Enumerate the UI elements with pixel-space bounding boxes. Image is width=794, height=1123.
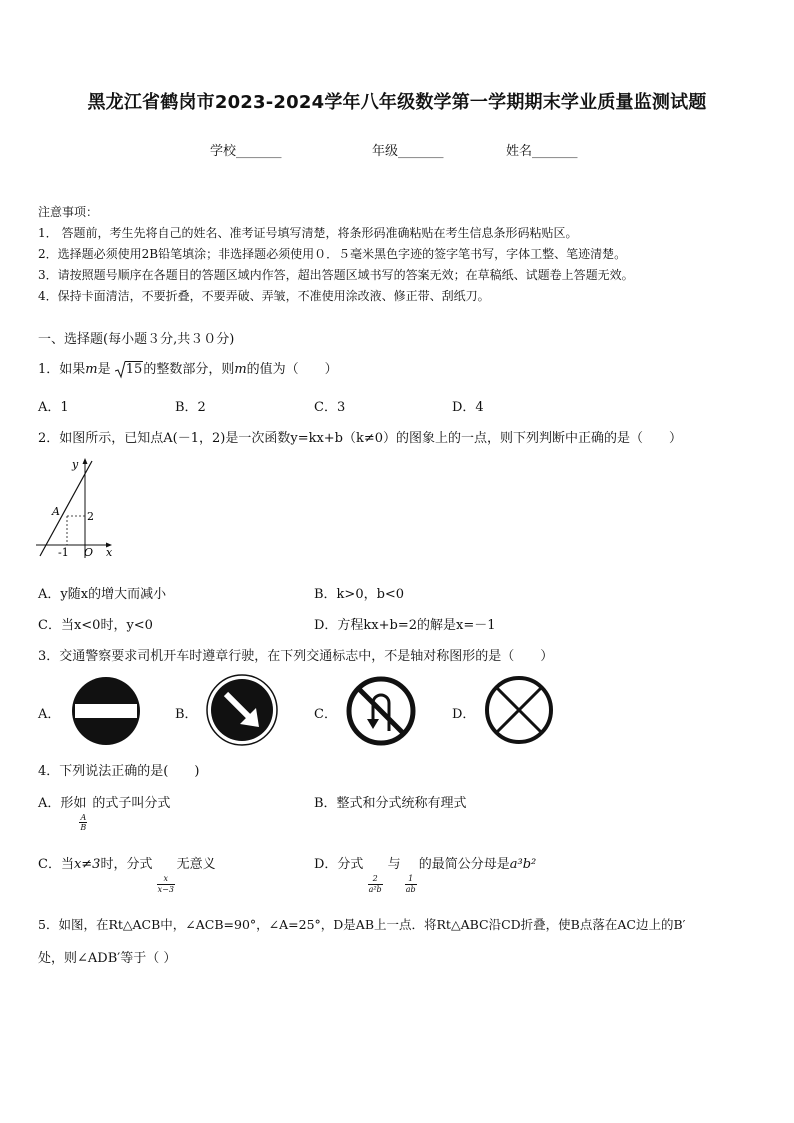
q1-post: 的整数部分，则 — [143, 362, 235, 377]
notice-item: 3．请按照题号顺序在各题目的答题区域内作答，超出答题区域书写的答案无效；在草稿纸、试题卷上答题无效。 — [38, 268, 634, 282]
q1-m2: m — [234, 362, 247, 377]
q4-option-d — [314, 853, 537, 894]
grade-field: 年级_______ — [372, 144, 444, 159]
x-axis-label: x — [106, 546, 113, 559]
q4-d-num1: 2 — [368, 874, 383, 885]
q1-pre: 1．如果 — [38, 362, 86, 377]
q1-mid: 是 — [97, 362, 111, 377]
q4-option-c — [38, 853, 216, 894]
q4-c-post: 无意义 — [176, 857, 216, 872]
q4-d-den1: a²b — [368, 885, 382, 894]
question-4: 4．下列说法正确的是( ) — [38, 764, 200, 779]
tick-label-2: 2 — [87, 510, 94, 523]
question-5-line-2: 处，则∠ADB′等于（ ） — [38, 951, 177, 966]
name-field: 姓名_______ — [506, 144, 578, 159]
q4-d-answer: a³b² — [509, 857, 537, 872]
q4-a-post: 的式子叫分式 — [92, 796, 171, 811]
q3-option-d: D． — [452, 707, 476, 722]
page-title: 黑龙江省鹤岗市2023-2024学年八年级数学第一学期期末学业质量监测试题 — [87, 92, 707, 113]
tick-label-neg1: -1 — [58, 546, 69, 559]
q1-option-c: C．3 — [314, 400, 346, 415]
notice-item: 4．保持卡面清洁，不要折叠，不要弄破、弄皱，不准使用涂改液、修正带、刮纸刀。 — [38, 289, 490, 303]
q1-end: 的值为（ ） — [246, 362, 338, 377]
q1-radicand: 15 — [125, 362, 143, 377]
q3-option-c: C． — [314, 707, 337, 722]
question-2: 2．如图所示，已知点A(－1，2)是一次函数y=kx+b（k≠0）的图象上的一点，则下列判断中正确的是（ ） — [38, 431, 683, 446]
q4-c-mid: 时，分式 — [100, 857, 153, 872]
school-field: 学校_______ — [210, 144, 282, 159]
question-1 — [38, 358, 338, 377]
q2-option-d: D．方程kx+b=2的解是x=－1 — [314, 618, 496, 633]
no-stopping-sign-icon — [484, 675, 554, 745]
q1-m: m — [85, 362, 98, 377]
origin-label: O — [84, 546, 94, 559]
section-heading: 一、选择题(每小题３分,共３０分) — [38, 332, 235, 347]
q4-c-pre: C．当 — [38, 857, 74, 872]
no-entry-sign-icon — [71, 676, 141, 746]
q4-d-den2: ab — [405, 885, 416, 894]
q4-c-den: x−3 — [157, 885, 174, 894]
q2-graph — [32, 452, 124, 560]
q2-option-c: C．当x<0时，y<0 — [38, 618, 153, 633]
q4-option-a — [38, 792, 171, 832]
q3-option-a: A． — [38, 707, 61, 722]
q2-option-a: A．y随x的增大而减小 — [38, 587, 167, 602]
q4-d-and: 与 — [387, 857, 401, 872]
q4-option-b: B．整式和分式统称有理式 — [314, 796, 467, 811]
q2-option-b: B．k>0，b<0 — [314, 587, 405, 602]
notice-item: 2．选择题必须使用2B铅笔填涂；非选择题必须使用０．５毫米黑色字迹的签字笔书写，字体工整、笔迹清楚。 — [38, 247, 627, 261]
q4-d-post: 的最简公分母是 — [418, 857, 510, 872]
q4-a-num: A — [80, 813, 87, 822]
sqrt-symbol — [115, 362, 144, 377]
q1-option-b: B．2 — [175, 400, 206, 415]
q4-a-pre: A．形如 — [38, 796, 87, 811]
q4-d-num2: 1 — [405, 874, 417, 885]
notice-heading: 注意事项： — [38, 205, 99, 219]
q4-a-den: B — [80, 823, 87, 832]
q3-option-b: B． — [175, 707, 198, 722]
q1-option-a: A．1 — [38, 400, 69, 415]
q1-option-d: D．4 — [452, 400, 484, 415]
point-a-label: A — [52, 505, 60, 518]
no-u-turn-sign-icon — [345, 675, 417, 747]
q4-c-cond: x≠3 — [73, 857, 101, 872]
q4-c-num: x — [157, 874, 175, 885]
q4-d-pre: D．分式 — [314, 857, 364, 872]
y-axis-label: y — [72, 458, 79, 471]
question-3: 3．交通警察要求司机开车时遵章行驶，在下列交通标志中，不是轴对称图形的是（ ） — [38, 649, 554, 664]
question-5-line-1: 5．如图，在Rt△ACB中，∠ACB=90°，∠A=25°，D是AB上一点．将Rt△ABC沿CD折叠，使B点落在AC边上的B′ — [38, 917, 686, 932]
arrow-direction-sign-icon — [206, 674, 278, 746]
notice-item: 1． 答题前，考生先将自己的姓名、准考证号填写清楚，将条形码准确粘贴在考生信息条形码粘贴区。 — [38, 226, 578, 240]
